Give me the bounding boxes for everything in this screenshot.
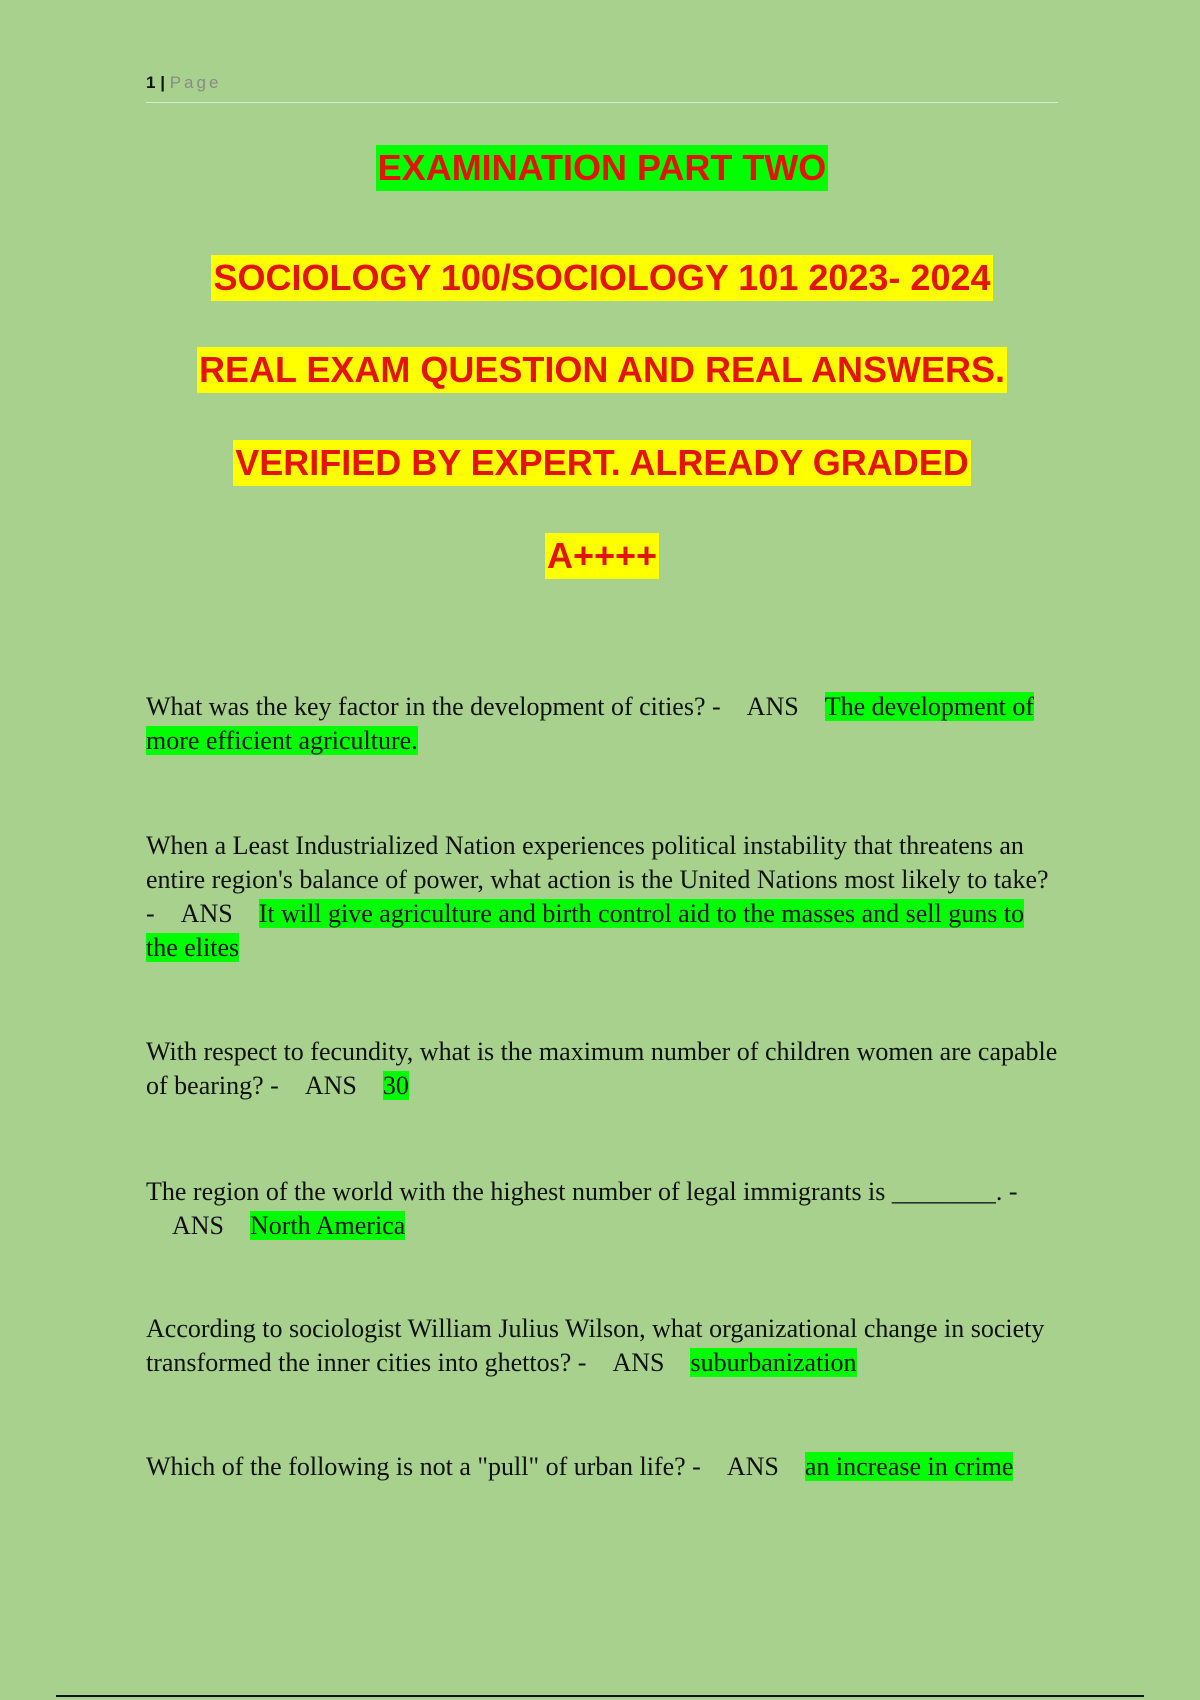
verified-title: VERIFIED BY EXPERT. ALREADY GRADED — [233, 440, 970, 486]
page-label: Page — [169, 73, 222, 92]
page-separator: | — [160, 73, 165, 92]
question-text: According to sociologist William Julius Wilson, what organizational change in society transformed the inner cities into ghettos? - — [146, 1314, 1045, 1377]
answer-text: It will give agriculture and birth control aid to the masses and sell guns to the elites — [146, 899, 1025, 962]
page-number: 1 — [146, 73, 156, 92]
question-item — [146, 1312, 1058, 1380]
title-line-2 — [146, 255, 1058, 301]
ans-label: ANS — [746, 692, 799, 721]
exam-part-title: EXAMINATION PART TWO — [376, 145, 829, 191]
question-item — [146, 690, 1058, 758]
ans-label: ANS — [180, 899, 233, 928]
ans-label: ANS — [304, 1071, 357, 1100]
answer-text: The development of more efficient agriculture. — [146, 692, 1035, 755]
course-title: SOCIOLOGY 100/SOCIOLOGY 101 2023- 2024 — [211, 255, 992, 301]
title-line-4 — [146, 440, 1058, 486]
ans-label: ANS — [612, 1348, 665, 1377]
ans-label: ANS — [172, 1211, 225, 1240]
exam-subtitle: REAL EXAM QUESTION AND REAL ANSWERS. — [197, 347, 1007, 393]
question-item — [146, 1175, 1058, 1243]
title-line-5 — [146, 533, 1058, 579]
answer-text: suburbanization — [690, 1348, 857, 1377]
page-header — [146, 70, 1058, 103]
question-text: Which of the following is not a "pull" of urban life? - — [146, 1452, 701, 1481]
question-item — [146, 829, 1058, 965]
bottom-divider — [56, 1695, 1144, 1697]
ans-label: ANS — [726, 1452, 779, 1481]
question-text: With respect to fecundity, what is the maximum number of children women are capable of bearing? - — [146, 1037, 1058, 1100]
answer-text: an increase in crime — [804, 1452, 1014, 1481]
title-line-1 — [146, 145, 1058, 191]
answer-text: 30 — [382, 1071, 409, 1100]
answer-text: North America — [250, 1211, 406, 1240]
question-text: When a Least Industrialized Nation experiences political instability that threatens an entire region's balance of power, what action is the United Nations most likely to take? - — [146, 831, 1049, 928]
question-item — [146, 1450, 1058, 1484]
question-text: The region of the world with the highest number of legal immigrants is ________. - — [146, 1177, 1018, 1206]
title-line-3 — [146, 347, 1058, 393]
question-text: What was the key factor in the development of cities? - — [146, 692, 721, 721]
question-item — [146, 1035, 1058, 1103]
grade-title: A++++ — [545, 533, 659, 579]
